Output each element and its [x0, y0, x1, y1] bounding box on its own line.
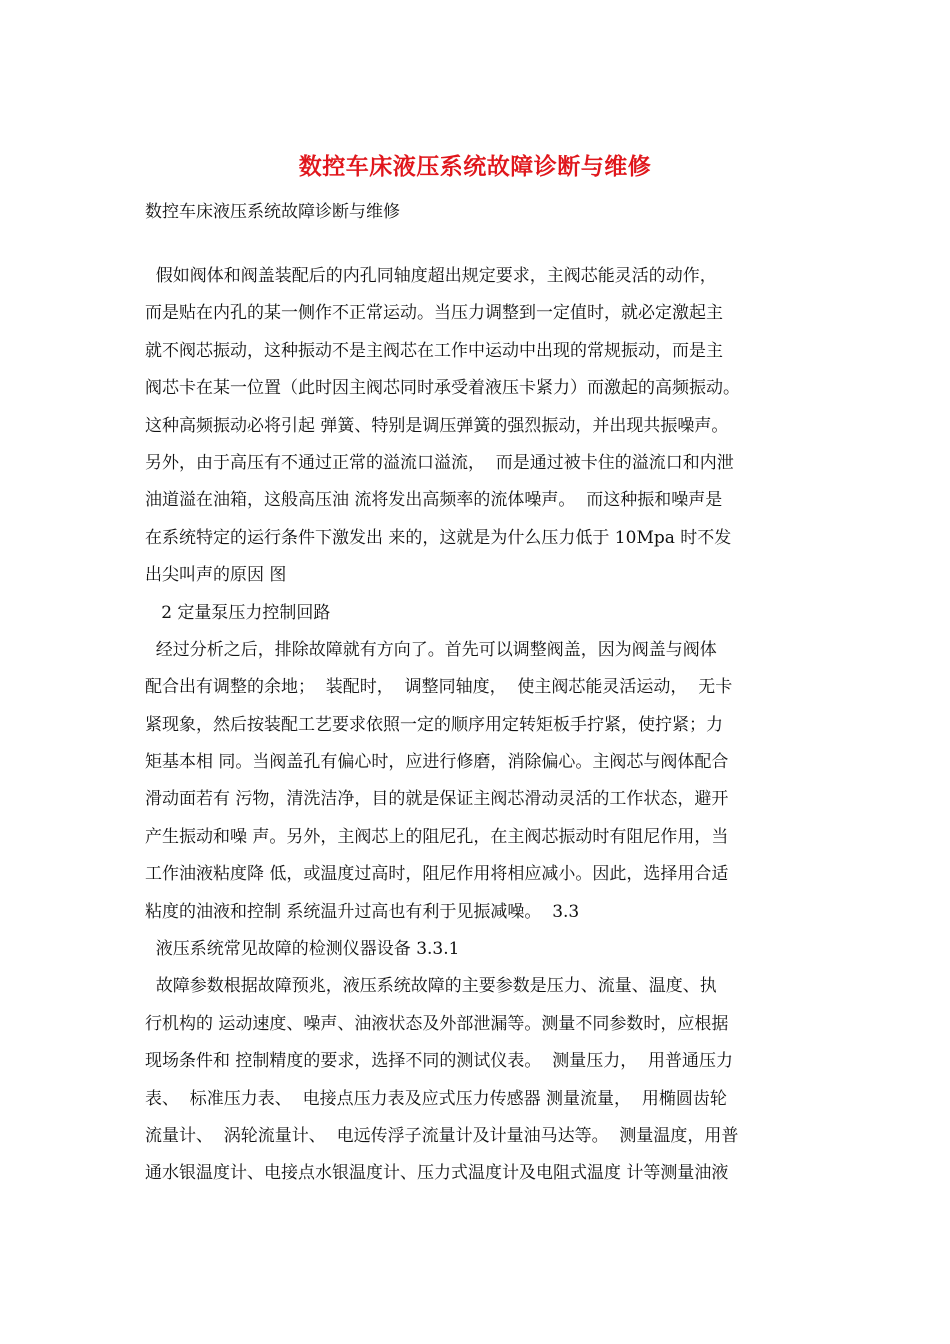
- body-line: 工作油液粘度降 低，或温度过高时，阻尼作用将相应减小。因此，选择用合适: [145, 864, 729, 885]
- body-line: 配合出有调整的余地； 装配时， 调整同轴度， 使主阀芯能灵活运动， 无卡: [145, 677, 733, 698]
- body-line: 另外，由于高压有不通过正常的溢流口溢流， 而是通过被卡住的溢流口和内泄: [145, 452, 734, 473]
- document-title: 数控车床液压系统故障诊断与维修: [298, 153, 652, 180]
- body-line: 矩基本相 同。当阀盖孔有偏心时，应进行修磨，消除偏心。主阀芯与阀体配合: [145, 752, 729, 773]
- body-line: 粘度的油液和控制 系统温升过高也有利于见振减噪。 3.3: [145, 901, 580, 922]
- document-subtitle: 数控车床液压系统故障诊断与维修: [145, 202, 400, 222]
- body-line: 通水银温度计、电接点水银温度计、压力式温度计及电阻式温度 计等测量油液: [145, 1163, 729, 1184]
- body-line: 流量计、 涡轮流量计、 电远传浮子流量计及计量油马达等。 测量温度，用普: [145, 1125, 739, 1146]
- body-line: 表、 标准压力表、 电接点压力表及应式压力传感器 测量流量， 用椭圆齿轮: [145, 1088, 727, 1109]
- body-line: 就不阀芯振动，这种振动不是主阀芯在工作中运动中出现的常规振动，而是主: [145, 340, 723, 361]
- body-line: 现场条件和 控制精度的要求，选择不同的测试仪表。 测量压力， 用普通压力: [145, 1051, 734, 1072]
- body-line: 行机构的 运动速度、噪声、油液状态及外部泄漏等。测量不同参数时，应根据: [145, 1013, 729, 1034]
- body-line: 产生振动和噪 声。另外，主阀芯上的阻尼孔，在主阀芯振动时有阻尼作用，当: [145, 826, 729, 847]
- body-line: 滑动面若有 污物，清洗洁净，目的就是保证主阀芯滑动灵活的工作状态，避开: [145, 789, 729, 810]
- body-line: 出尖叫声的原因 图: [145, 565, 287, 586]
- body-line: 油道溢在油箱，这般高压油 流将发出高频率的流体噪声。 而这种振和噪声是: [145, 490, 723, 511]
- body-line: 这种高频振动必将引起 弹簧、特别是调压弹簧的强烈振动，并出现共振噪声。: [145, 415, 729, 436]
- body-line: 在系统特定的运行条件下激发出 来的，这就是为什么压力低于 10Mpa 时不发: [145, 527, 732, 548]
- body-line: 故障参数根据故障预兆，液压系统故障的主要参数是压力、流量、温度、执: [145, 976, 717, 997]
- body-line: 而是贴在内孔的某一侧作不正常运动。当压力调整到一定值时，就必定激起主: [145, 303, 723, 324]
- body-line: 紧现象，然后按装配工艺要求依照一定的顺序用定转矩板手拧紧，使拧紧；力: [145, 714, 723, 735]
- body-line: 阀芯卡在某一位置（此时因主阀芯同时承受着液压卡紧力）而激起的高频振动。: [145, 378, 740, 399]
- body-line: 假如阀体和阀盖装配后的内孔同轴度超出规定要求，主阀芯能灵活的动作，: [145, 266, 717, 286]
- body-line: 经过分析之后，排除故障就有方向了。首先可以调整阀盖，因为阀盖与阀体: [145, 639, 717, 660]
- document-body: [145, 258, 810, 1193]
- section-heading: 2 定量泵压力控制回路: [145, 602, 331, 623]
- section-heading: 液压系统常见故障的检测仪器设备 3.3.1: [145, 939, 460, 960]
